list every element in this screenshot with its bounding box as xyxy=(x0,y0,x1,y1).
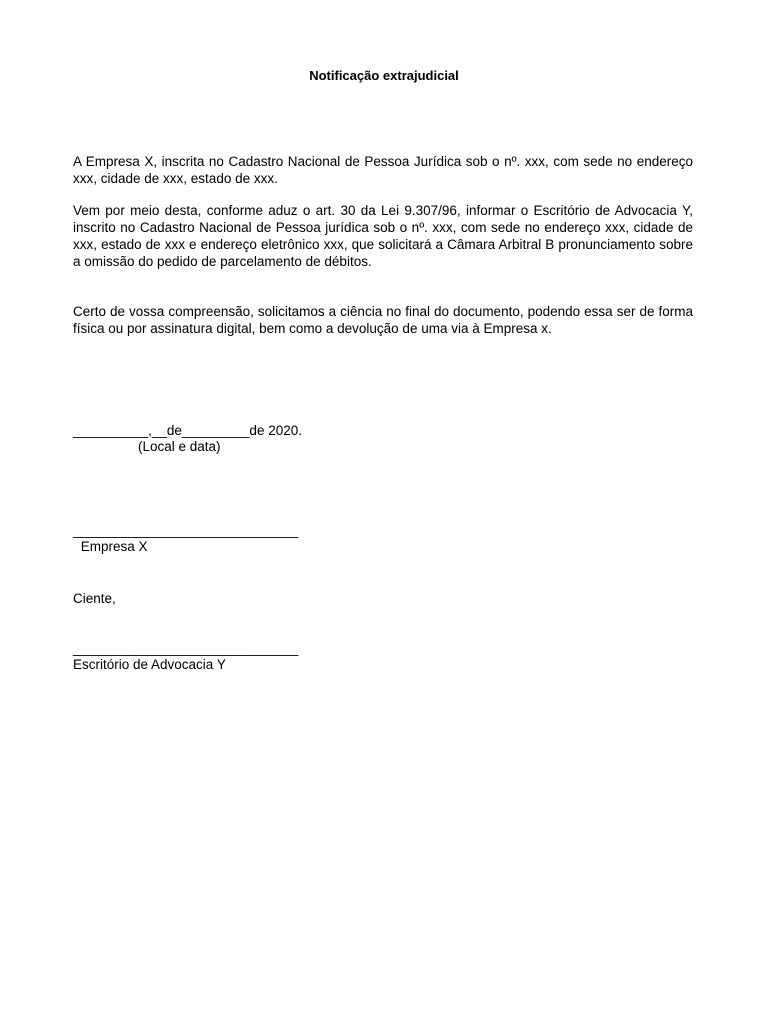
signature-caption-law-office: Escritório de Advocacia Y xyxy=(73,657,226,672)
document-title: Notificação extrajudicial xyxy=(309,68,459,83)
paragraph-company-identification: A Empresa X, inscrita no Cadastro Nacional de Pessoa Jurídica sob o nº. xxx, com sede no endereço xxx, cidade de xxx, estado de xxx. xyxy=(73,154,693,186)
paragraph-acknowledgement-request: Certo de vossa compreensão, solicitamos a ciência no final do documento, podendo essa ser de forma física ou por assinatura digital, bem como a devolução de uma via à Empresa x. xyxy=(73,304,693,336)
acknowledgement-label: Ciente, xyxy=(73,591,116,606)
date-caption: (Local e data) xyxy=(138,439,221,454)
date-line: __________,__de_________de 2020. xyxy=(73,423,302,438)
signature-line-law-office: ______________________________ xyxy=(73,641,299,656)
signature-caption-company: Empresa X xyxy=(77,539,148,554)
signature-line-company: ______________________________ xyxy=(73,523,299,538)
paragraph-notification-body: Vem por meio desta, conforme aduz o art. 30 da Lei 9.307/96, informar o Escritório de Advocacia Y, inscrito no Cadastro Nacional de Pessoa jurídica sob o nº. xxx, com sede no endereço xxx, cidade de xxx, estado de xxx e endereço eletrônico xxx, que solicitará a Câmara Arbitral B pronunciamento sobre a omissão do pedido de parcelamento de débitos. xyxy=(73,203,693,269)
